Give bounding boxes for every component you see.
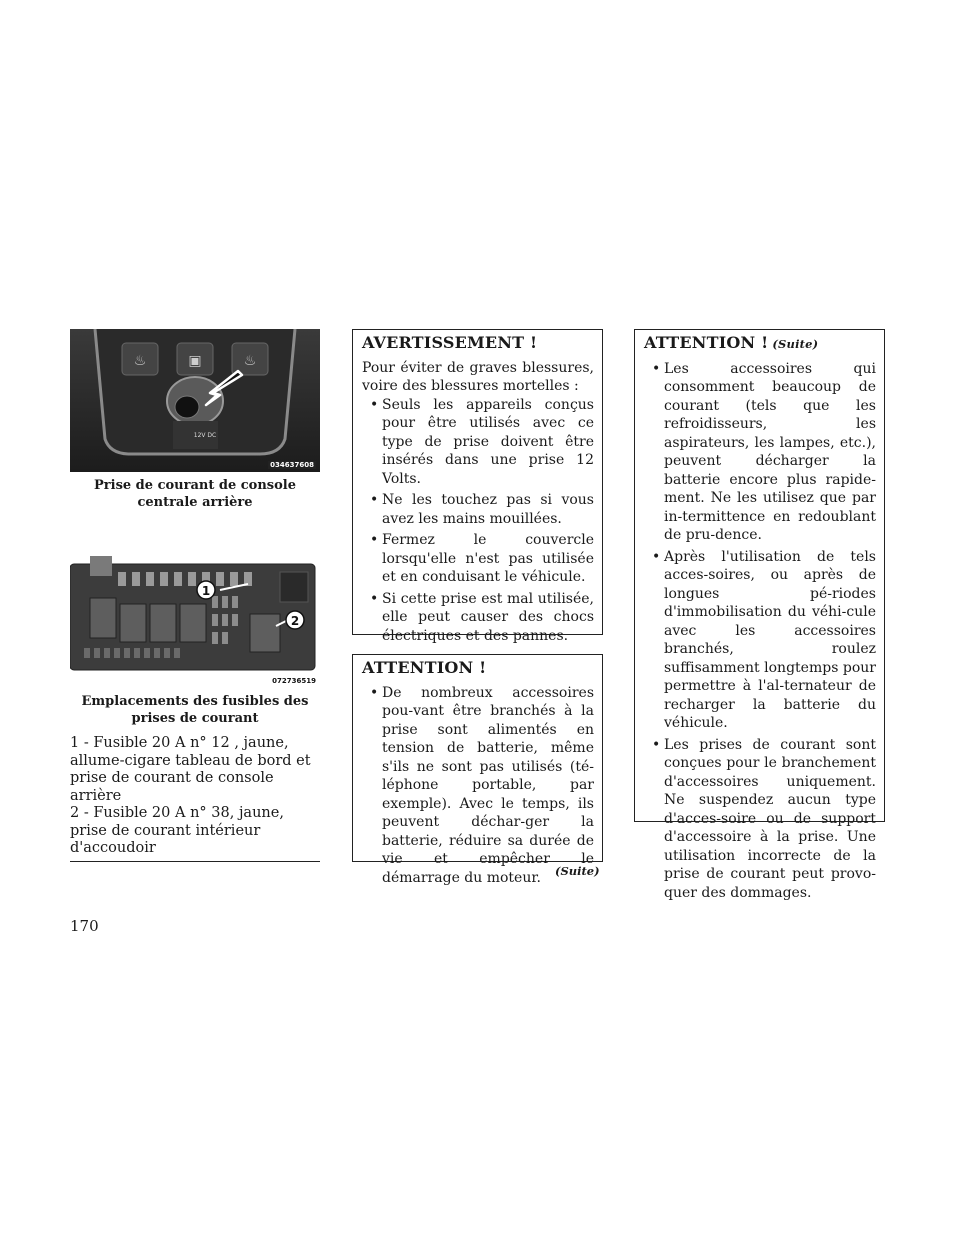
image-code: 034637608 — [270, 461, 314, 469]
caution-list — [362, 684, 594, 888]
caution-item: • Les accessoires qui consomment beaucoup de courant (tels que les refroidisseurs, les aspirateurs, les lampes, etc.), peuvent décharger la batterie encore plus rapide-ment. Ne les utilisez que par in-termittence en redoublant de pru-dence. — [644, 360, 876, 545]
caution-item: • De nombreux accessoires pou-vant être branchés à la prise sont alimentés en tension de batterie, même s'ils ne sont pas utilisés (té-léphone portable, par exemple). Avec le temps, ils peuvent déchar-ger la batterie, réduire sa durée de vie et empêcher le démarrage du moteur. — [362, 684, 594, 888]
warning-list — [362, 396, 594, 646]
svg-text:♨: ♨ — [133, 353, 147, 369]
callout-2: 2 — [290, 614, 300, 628]
fuse-item: 2 - Fusible 20 A n° 38, jaune, prise de courant intérieur d'accoudoir — [70, 805, 284, 856]
image-code: 072736519 — [272, 677, 316, 685]
warning-box — [352, 329, 603, 644]
warning-item: • Seuls les appareils conçus pour être utilisés avec ce type de prise doivent être insérés dans une prise 12 Volts. — [362, 396, 594, 489]
caution-continued-title — [644, 334, 876, 354]
12v-label: 12V DC — [193, 432, 217, 439]
page-number: 170 — [70, 917, 99, 935]
fuse-list — [70, 735, 320, 862]
svg-text:▣: ▣ — [188, 353, 202, 369]
caution-continued-list — [644, 360, 876, 903]
warning-item: • Si cette prise est mal utilisée, elle peut causer des chocs électriques et des pannes. — [362, 590, 594, 646]
svg-text:♨: ♨ — [243, 353, 257, 369]
warning-item: • Ne les touchez pas si vous avez les mains mouillées. — [362, 491, 594, 528]
callout-1: 1 — [201, 584, 211, 598]
figure-caption: Emplacements des fusibles des prises de courant — [81, 694, 309, 726]
suite-label: (Suite) — [772, 337, 819, 351]
continued-label: (Suite) — [555, 864, 600, 878]
caution-item: • Après l'utilisation de tels acces-soires, ou après de longues pé-riodes d'immobilisation du véhi-cule avec les accessoires branchés, roulez suffisamment longtemps pour permettre à l'al-ternateur de recharger la batterie du véhicule. — [644, 548, 876, 733]
caution-item: • Les prises de courant sont conçues pour le branchement d'accessoires uniquement. Ne suspendez aucun type d'acces-soire ou de support d'accessoire à la prise. Une utilisation incorrecte de la prise de courant peut provo-quer des dommages. — [644, 736, 876, 903]
fuse-box-photo — [70, 556, 320, 688]
figure-caption: Prise de courant de console centrale arrière — [94, 478, 296, 510]
fuse-box-illustration — [70, 556, 320, 688]
fuse-item: 1 - Fusible 20 A n° 12 , jaune, allume-cigare tableau de bord et prise de courant de console arrière — [70, 735, 311, 804]
warning-item: • Fermez le couvercle lorsqu'elle n'est pas utilisée et en conduisant le véhicule. — [362, 531, 594, 587]
caution-continued-title-text: ATTENTION ! — [644, 333, 769, 352]
warning-title: AVERTISSEMENT ! — [362, 333, 538, 352]
warning-intro: Pour éviter de graves blessures, voire des blessures mortelles : — [362, 359, 594, 394]
caution-continued-box — [634, 329, 885, 901]
left-column — [70, 329, 320, 862]
caution-title: ATTENTION ! — [362, 658, 487, 677]
console-outlet-illustration — [70, 329, 320, 472]
console-power-outlet-photo — [70, 329, 320, 472]
